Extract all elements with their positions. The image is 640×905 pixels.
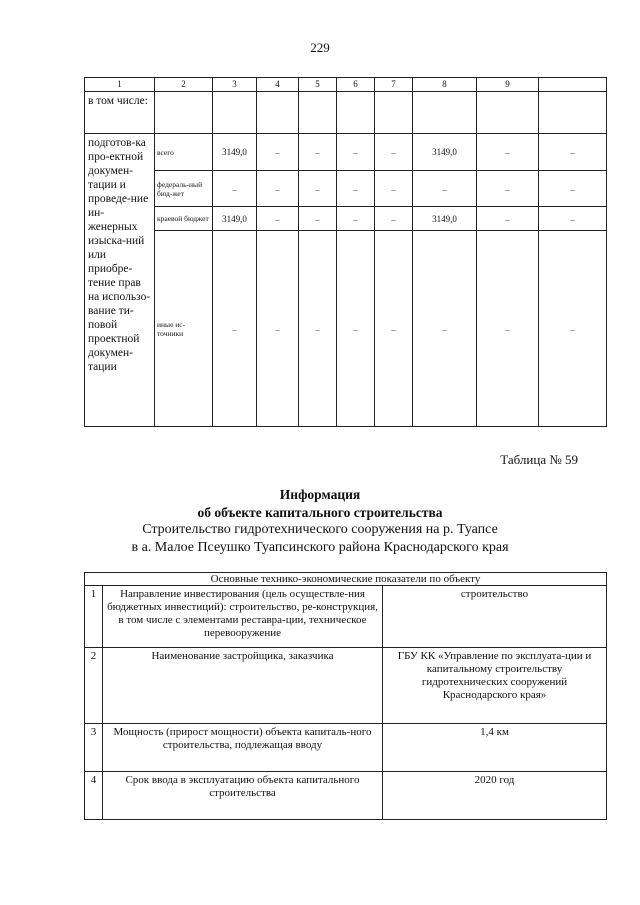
value-cell: – bbox=[299, 171, 337, 207]
header-cell: 7 bbox=[375, 78, 413, 92]
header-cell: 1 bbox=[85, 78, 155, 92]
header-row bbox=[85, 78, 607, 92]
value-cell: – bbox=[257, 171, 299, 207]
row-value: ГБУ КК «Управление по эксплуата-ции и капитальному строительству гидротехнических сооружений Краснодарского края» bbox=[383, 648, 607, 724]
table-caption: Таблица № 59 bbox=[500, 452, 578, 467]
header-cell: 8 bbox=[413, 78, 477, 92]
row-label: Направление инвестирования (цель осуществле-ния бюджетных инвестиций): строительство, ре-конструкция, в том числе с элементами реставра-ции, техническое перевооружение bbox=[103, 586, 383, 648]
source-cell: иные ис-точники bbox=[155, 231, 213, 427]
value-cell: – bbox=[413, 171, 477, 207]
row-label: Мощность (прирост мощности) объекта капиталь-ного строительства, подлежащая вводу bbox=[103, 724, 383, 772]
row-value: строительство bbox=[383, 586, 607, 648]
table-row bbox=[85, 586, 607, 648]
value-cell: – bbox=[375, 231, 413, 427]
value-cell: – bbox=[337, 171, 375, 207]
value-cell: 3149,0 bbox=[413, 134, 477, 171]
row-number: 2 bbox=[85, 648, 103, 724]
table-row bbox=[85, 171, 607, 207]
value-cell: – bbox=[337, 231, 375, 427]
value-cell: 3149,0 bbox=[413, 207, 477, 231]
row-value: 1,4 км bbox=[383, 724, 607, 772]
title-line: Строительство гидротехнического сооружения на р. Туапсе bbox=[142, 522, 498, 537]
category-cell: подготов-ка про-ектной докумен-тации и проведе-ние ин-женерных изыска-ний или приобре-тение прав на использо-вание ти-повой проектной докумен-тации bbox=[85, 134, 155, 427]
row-number: 4 bbox=[85, 772, 103, 820]
value-cell: – bbox=[375, 207, 413, 231]
value-cell: – bbox=[413, 231, 477, 427]
value-cell: – bbox=[257, 134, 299, 171]
source-cell: федераль-ный бюд-жет bbox=[155, 171, 213, 207]
title-heading: Информация bbox=[279, 487, 361, 502]
title-subheading: об объекте капитального строительства bbox=[197, 505, 443, 520]
header-cell: 3 bbox=[213, 78, 257, 92]
value-cell: – bbox=[213, 231, 257, 427]
row-value: 2020 год bbox=[383, 772, 607, 820]
value-cell: – bbox=[539, 207, 607, 231]
value-cell: – bbox=[539, 134, 607, 171]
table-row bbox=[85, 648, 607, 724]
value-cell: – bbox=[337, 134, 375, 171]
table-row bbox=[85, 231, 607, 427]
value-cell: – bbox=[477, 134, 539, 171]
value-cell: – bbox=[299, 207, 337, 231]
header-cell bbox=[539, 78, 607, 92]
row-label: Срок ввода в эксплуатацию объекта капитального строительства bbox=[103, 772, 383, 820]
info-header-row bbox=[85, 573, 607, 586]
value-cell: – bbox=[299, 134, 337, 171]
funding-table bbox=[84, 77, 607, 427]
table-row bbox=[85, 134, 607, 171]
value-cell: – bbox=[375, 134, 413, 171]
source-cell: всего bbox=[155, 134, 213, 171]
header-cell: 6 bbox=[337, 78, 375, 92]
info-header: Основные технико-экономические показатели по объекту bbox=[85, 573, 607, 586]
value-cell: 3149,0 bbox=[213, 207, 257, 231]
row-number: 3 bbox=[85, 724, 103, 772]
header-cell: 2 bbox=[155, 78, 213, 92]
table-row bbox=[85, 724, 607, 772]
value-cell: – bbox=[375, 171, 413, 207]
value-cell: – bbox=[213, 171, 257, 207]
value-cell: 3149,0 bbox=[213, 134, 257, 171]
value-cell: – bbox=[539, 231, 607, 427]
value-cell: – bbox=[337, 207, 375, 231]
row-intro: в том числе: bbox=[85, 92, 155, 134]
intro-row bbox=[85, 92, 607, 134]
header-cell: 5 bbox=[299, 78, 337, 92]
header-cell: 4 bbox=[257, 78, 299, 92]
table-row bbox=[85, 207, 607, 231]
value-cell: – bbox=[477, 171, 539, 207]
value-cell: – bbox=[477, 207, 539, 231]
title-line: в а. Малое Псеушко Туапсинского района Краснодарского края bbox=[131, 540, 509, 555]
row-label: Наименование застройщика, заказчика bbox=[103, 648, 383, 724]
value-cell: – bbox=[477, 231, 539, 427]
value-cell: – bbox=[257, 231, 299, 427]
header-cell: 9 bbox=[477, 78, 539, 92]
info-table bbox=[84, 572, 607, 820]
row-number: 1 bbox=[85, 586, 103, 648]
source-cell: краевой бюджет bbox=[155, 207, 213, 231]
value-cell: – bbox=[539, 171, 607, 207]
value-cell: – bbox=[299, 231, 337, 427]
page-number: 229 bbox=[310, 40, 330, 55]
value-cell: – bbox=[257, 207, 299, 231]
table-row bbox=[85, 772, 607, 820]
